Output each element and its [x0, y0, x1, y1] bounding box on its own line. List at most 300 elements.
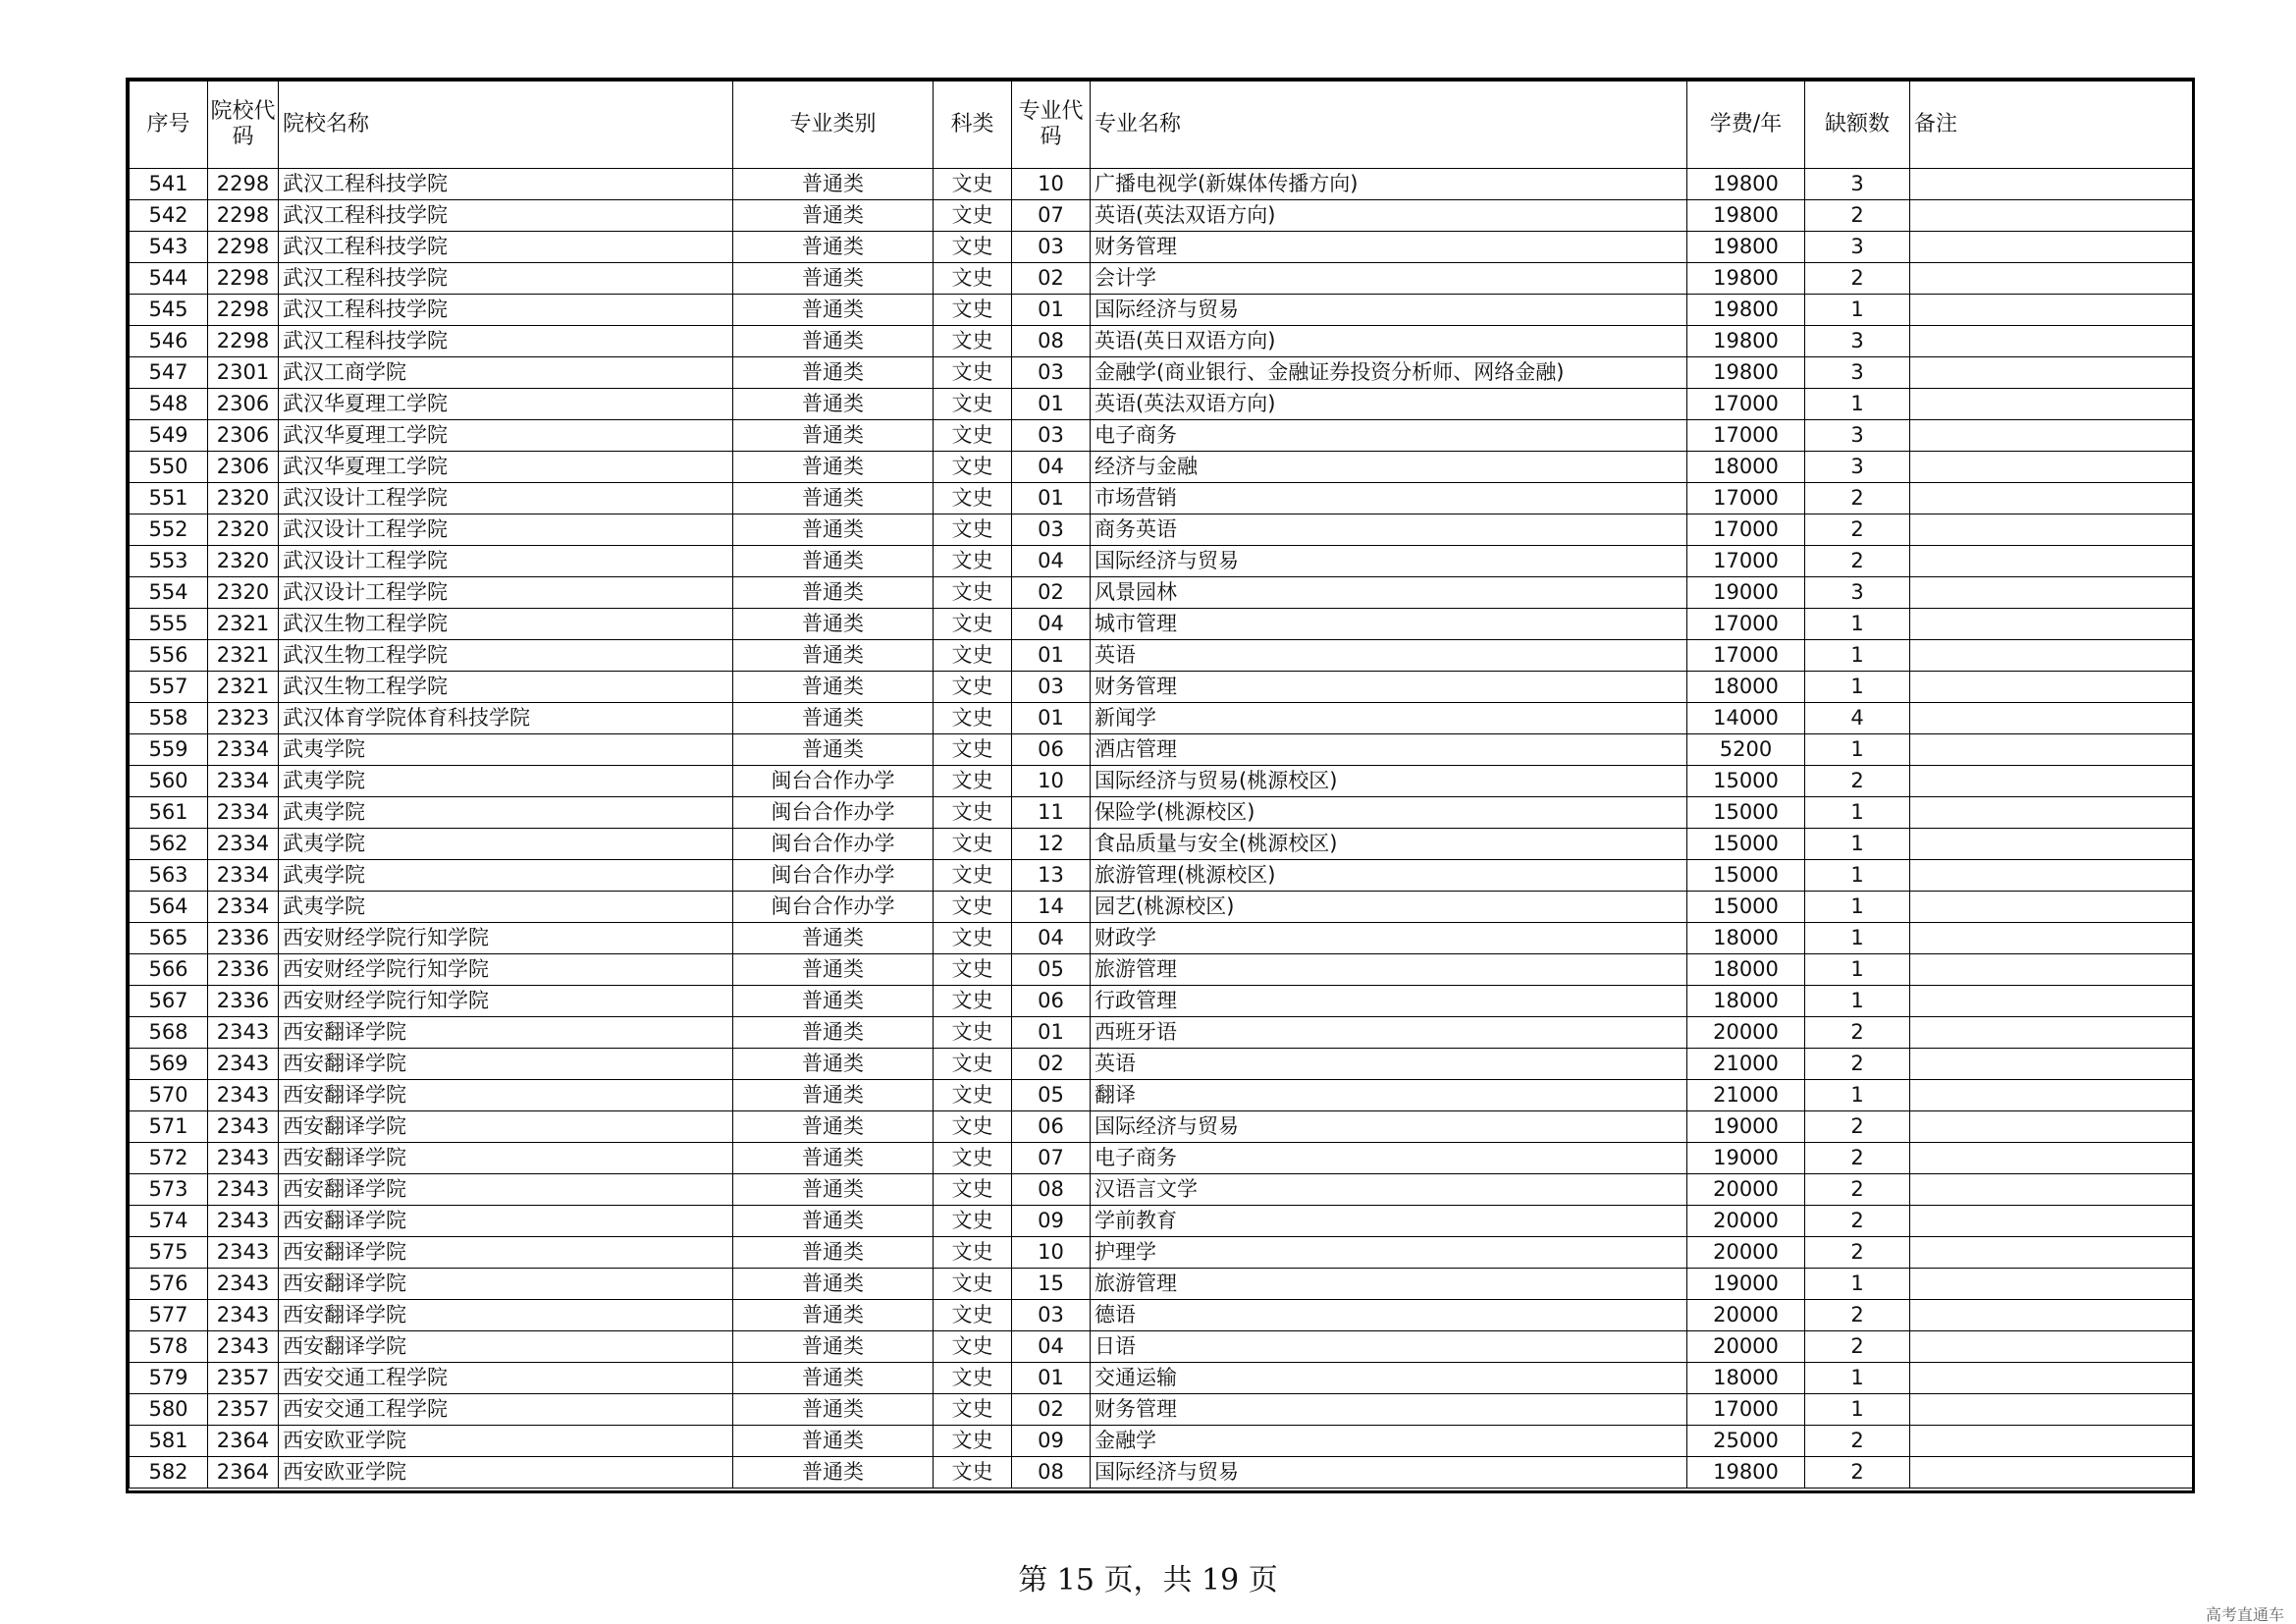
cell-category: 普通类: [733, 200, 934, 232]
cell-major-name: 金融学(商业银行、金融证券投资分析师、网络金融): [1091, 357, 1687, 389]
cell-school-code: 2343: [208, 1237, 279, 1269]
cell-category: 普通类: [733, 1269, 934, 1300]
cell-school-name: 西安财经学院行知学院: [279, 923, 733, 954]
cell-school-code: 2334: [208, 829, 279, 860]
cell-school-code: 2298: [208, 232, 279, 263]
cell-subject: 文史: [934, 483, 1012, 514]
cell-subject: 文史: [934, 514, 1012, 546]
cell-major-code: 15: [1012, 1269, 1091, 1300]
cell-category: 普通类: [733, 1457, 934, 1489]
cell-note: [1910, 1017, 2193, 1049]
cell-fee: 14000: [1687, 703, 1805, 734]
cell-seq: 569: [130, 1049, 208, 1080]
cell-school-code: 2320: [208, 546, 279, 577]
cell-major-name: 英语(英法双语方向): [1091, 200, 1687, 232]
table-row: [130, 295, 2193, 326]
cell-major-name: 英语(英法双语方向): [1091, 389, 1687, 420]
cell-category: 普通类: [733, 1143, 934, 1174]
cell-fee: 19800: [1687, 357, 1805, 389]
cell-category: 闽台合作办学: [733, 892, 934, 923]
table-row: [130, 169, 2193, 200]
cell-category: 普通类: [733, 1174, 934, 1206]
cell-category: 普通类: [733, 1080, 934, 1111]
cell-seq: 578: [130, 1331, 208, 1363]
table-row: [130, 640, 2193, 672]
cell-category: 普通类: [733, 734, 934, 766]
cell-major-code: 07: [1012, 1143, 1091, 1174]
cell-subject: 文史: [934, 169, 1012, 200]
cell-subject: 文史: [934, 1111, 1012, 1143]
table-row: [130, 1174, 2193, 1206]
cell-subject: 文史: [934, 923, 1012, 954]
cell-major-name: 财务管理: [1091, 232, 1687, 263]
cell-major-name: 园艺(桃源校区): [1091, 892, 1687, 923]
cell-category: 普通类: [733, 1049, 934, 1080]
cell-category: 普通类: [733, 1331, 934, 1363]
cell-school-name: 武汉生物工程学院: [279, 640, 733, 672]
cell-note: [1910, 1363, 2193, 1394]
cell-subject: 文史: [934, 1457, 1012, 1489]
cell-major-name: 旅游管理: [1091, 1269, 1687, 1300]
cell-seq: 559: [130, 734, 208, 766]
cell-subject: 文史: [934, 1049, 1012, 1080]
cell-seq: 568: [130, 1017, 208, 1049]
cell-school-name: 武汉华夏理工学院: [279, 389, 733, 420]
cell-category: 普通类: [733, 1206, 934, 1237]
cell-note: [1910, 546, 2193, 577]
cell-fee: 18000: [1687, 923, 1805, 954]
cell-seq: 555: [130, 609, 208, 640]
cell-major-code: 12: [1012, 829, 1091, 860]
cell-seq: 564: [130, 892, 208, 923]
cell-note: [1910, 954, 2193, 986]
table-row: [130, 1394, 2193, 1426]
table-row: [130, 1300, 2193, 1331]
cell-school-name: 武汉工程科技学院: [279, 200, 733, 232]
cell-vacancy: 1: [1805, 734, 1910, 766]
cell-school-code: 2343: [208, 1111, 279, 1143]
cell-school-name: 武汉设计工程学院: [279, 483, 733, 514]
cell-subject: 文史: [934, 200, 1012, 232]
cell-vacancy: 2: [1805, 1426, 1910, 1457]
cell-major-code: 01: [1012, 703, 1091, 734]
cell-major-name: 学前教育: [1091, 1206, 1687, 1237]
cell-note: [1910, 1206, 2193, 1237]
cell-note: [1910, 295, 2193, 326]
cell-seq: 574: [130, 1206, 208, 1237]
cell-major-name: 旅游管理(桃源校区): [1091, 860, 1687, 892]
cell-major-code: 09: [1012, 1206, 1091, 1237]
cell-seq: 571: [130, 1111, 208, 1143]
cell-vacancy: 1: [1805, 986, 1910, 1017]
cell-note: [1910, 609, 2193, 640]
cell-major-name: 商务英语: [1091, 514, 1687, 546]
table-row: [130, 766, 2193, 797]
cell-major-code: 01: [1012, 1017, 1091, 1049]
data-table-frame: [126, 78, 2195, 1493]
cell-major-name: 西班牙语: [1091, 1017, 1687, 1049]
cell-category: 普通类: [733, 1237, 934, 1269]
cell-category: 普通类: [733, 546, 934, 577]
cell-school-code: 2336: [208, 954, 279, 986]
cell-school-code: 2321: [208, 640, 279, 672]
cell-seq: 551: [130, 483, 208, 514]
cell-vacancy: 2: [1805, 1457, 1910, 1489]
table-row: [130, 420, 2193, 452]
cell-subject: 文史: [934, 703, 1012, 734]
cell-subject: 文史: [934, 609, 1012, 640]
cell-seq: 573: [130, 1174, 208, 1206]
cell-major-name: 国际经济与贸易: [1091, 1111, 1687, 1143]
cell-subject: 文史: [934, 766, 1012, 797]
cell-category: 普通类: [733, 1017, 934, 1049]
cell-vacancy: 1: [1805, 923, 1910, 954]
cell-note: [1910, 1111, 2193, 1143]
cell-major-code: 03: [1012, 357, 1091, 389]
cell-subject: 文史: [934, 546, 1012, 577]
cell-fee: 25000: [1687, 1426, 1805, 1457]
cell-major-name: 日语: [1091, 1331, 1687, 1363]
cell-school-code: 2298: [208, 326, 279, 357]
cell-seq: 545: [130, 295, 208, 326]
cell-major-code: 04: [1012, 1331, 1091, 1363]
cell-seq: 577: [130, 1300, 208, 1331]
cell-major-code: 06: [1012, 1111, 1091, 1143]
cell-major-code: 03: [1012, 232, 1091, 263]
table-row: [130, 483, 2193, 514]
cell-subject: 文史: [934, 640, 1012, 672]
cell-fee: 20000: [1687, 1300, 1805, 1331]
cell-major-name: 英语(英日双语方向): [1091, 326, 1687, 357]
cell-category: 普通类: [733, 232, 934, 263]
cell-category: 普通类: [733, 1300, 934, 1331]
table-row: [130, 672, 2193, 703]
cell-vacancy: 4: [1805, 703, 1910, 734]
cell-school-code: 2334: [208, 797, 279, 829]
cell-seq: 572: [130, 1143, 208, 1174]
header-major-code: 专业代码: [1012, 81, 1091, 169]
cell-school-code: 2306: [208, 420, 279, 452]
cell-major-code: 03: [1012, 1300, 1091, 1331]
cell-school-code: 2320: [208, 514, 279, 546]
cell-fee: 17000: [1687, 483, 1805, 514]
cell-seq: 549: [130, 420, 208, 452]
cell-fee: 20000: [1687, 1017, 1805, 1049]
table-row: [130, 546, 2193, 577]
cell-school-code: 2298: [208, 295, 279, 326]
cell-category: 普通类: [733, 703, 934, 734]
cell-major-name: 食品质量与安全(桃源校区): [1091, 829, 1687, 860]
header-seq: 序号: [130, 81, 208, 169]
cell-category: 闽台合作办学: [733, 829, 934, 860]
cell-school-name: 西安翻译学院: [279, 1017, 733, 1049]
cell-major-code: 02: [1012, 577, 1091, 609]
cell-major-name: 城市管理: [1091, 609, 1687, 640]
cell-note: [1910, 1143, 2193, 1174]
cell-note: [1910, 1080, 2193, 1111]
cell-subject: 文史: [934, 860, 1012, 892]
cell-major-name: 翻译: [1091, 1080, 1687, 1111]
table-row: [130, 797, 2193, 829]
cell-school-name: 西安翻译学院: [279, 1269, 733, 1300]
table-row: [130, 829, 2193, 860]
cell-subject: 文史: [934, 263, 1012, 295]
cell-seq: 550: [130, 452, 208, 483]
watermark-text: 高考直通车: [2205, 1605, 2284, 1624]
cell-note: [1910, 263, 2193, 295]
cell-seq: 579: [130, 1363, 208, 1394]
cell-subject: 文史: [934, 1143, 1012, 1174]
table-row: [130, 703, 2193, 734]
cell-school-code: 2343: [208, 1049, 279, 1080]
cell-vacancy: 3: [1805, 326, 1910, 357]
cell-note: [1910, 1269, 2193, 1300]
cell-school-name: 武夷学院: [279, 797, 733, 829]
cell-major-name: 英语: [1091, 1049, 1687, 1080]
cell-seq: 561: [130, 797, 208, 829]
table-row: [130, 1080, 2193, 1111]
cell-major-name: 国际经济与贸易: [1091, 546, 1687, 577]
table-row: [130, 326, 2193, 357]
cell-category: 普通类: [733, 577, 934, 609]
cell-vacancy: 2: [1805, 1206, 1910, 1237]
cell-seq: 567: [130, 986, 208, 1017]
cell-note: [1910, 357, 2193, 389]
cell-seq: 548: [130, 389, 208, 420]
cell-fee: 18000: [1687, 954, 1805, 986]
cell-school-code: 2301: [208, 357, 279, 389]
cell-major-code: 10: [1012, 766, 1091, 797]
cell-note: [1910, 452, 2193, 483]
cell-note: [1910, 703, 2193, 734]
cell-vacancy: 2: [1805, 1049, 1910, 1080]
cell-major-code: 04: [1012, 609, 1091, 640]
cell-note: [1910, 734, 2193, 766]
cell-major-name: 财政学: [1091, 923, 1687, 954]
cell-category: 闽台合作办学: [733, 766, 934, 797]
cell-note: [1910, 766, 2193, 797]
cell-school-code: 2298: [208, 169, 279, 200]
cell-major-code: 01: [1012, 483, 1091, 514]
cell-major-name: 广播电视学(新媒体传播方向): [1091, 169, 1687, 200]
cell-school-name: 武汉华夏理工学院: [279, 420, 733, 452]
cell-category: 普通类: [733, 420, 934, 452]
cell-seq: 544: [130, 263, 208, 295]
cell-vacancy: 1: [1805, 829, 1910, 860]
cell-fee: 17000: [1687, 389, 1805, 420]
cell-note: [1910, 1174, 2193, 1206]
cell-subject: 文史: [934, 672, 1012, 703]
header-note: 备注: [1910, 81, 2193, 169]
cell-vacancy: 1: [1805, 1269, 1910, 1300]
cell-school-name: 武汉设计工程学院: [279, 577, 733, 609]
cell-note: [1910, 577, 2193, 609]
cell-school-code: 2364: [208, 1457, 279, 1489]
cell-major-code: 03: [1012, 514, 1091, 546]
cell-subject: 文史: [934, 1394, 1012, 1426]
cell-major-code: 04: [1012, 546, 1091, 577]
cell-vacancy: 3: [1805, 232, 1910, 263]
cell-category: 普通类: [733, 263, 934, 295]
cell-seq: 542: [130, 200, 208, 232]
cell-fee: 19000: [1687, 577, 1805, 609]
cell-fee: 20000: [1687, 1206, 1805, 1237]
cell-vacancy: 2: [1805, 766, 1910, 797]
cell-note: [1910, 860, 2193, 892]
cell-fee: 21000: [1687, 1080, 1805, 1111]
cell-fee: 15000: [1687, 829, 1805, 860]
cell-seq: 560: [130, 766, 208, 797]
cell-note: [1910, 923, 2193, 954]
cell-subject: 文史: [934, 1300, 1012, 1331]
cell-vacancy: 1: [1805, 797, 1910, 829]
cell-category: 闽台合作办学: [733, 860, 934, 892]
cell-subject: 文史: [934, 1206, 1012, 1237]
cell-school-name: 西安翻译学院: [279, 1080, 733, 1111]
cell-school-code: 2343: [208, 1080, 279, 1111]
cell-seq: 581: [130, 1426, 208, 1457]
header-school-code: 院校代码: [208, 81, 279, 169]
cell-school-name: 武汉工程科技学院: [279, 326, 733, 357]
cell-category: 闽台合作办学: [733, 797, 934, 829]
cell-category: 普通类: [733, 452, 934, 483]
cell-major-code: 06: [1012, 986, 1091, 1017]
cell-school-name: 西安欧亚学院: [279, 1426, 733, 1457]
cell-fee: 19800: [1687, 295, 1805, 326]
cell-subject: 文史: [934, 1331, 1012, 1363]
cell-major-code: 14: [1012, 892, 1091, 923]
cell-major-code: 02: [1012, 1049, 1091, 1080]
cell-fee: 18000: [1687, 986, 1805, 1017]
cell-fee: 21000: [1687, 1049, 1805, 1080]
cell-note: [1910, 1457, 2193, 1489]
cell-subject: 文史: [934, 1080, 1012, 1111]
cell-seq: 553: [130, 546, 208, 577]
cell-fee: 18000: [1687, 1363, 1805, 1394]
table-row: [130, 1426, 2193, 1457]
cell-seq: 556: [130, 640, 208, 672]
cell-major-code: 08: [1012, 1457, 1091, 1489]
cell-school-name: 西安翻译学院: [279, 1111, 733, 1143]
cell-vacancy: 1: [1805, 295, 1910, 326]
page-number: 第 15 页，共 19 页: [1018, 1563, 1278, 1597]
cell-note: [1910, 1049, 2193, 1080]
cell-major-name: 电子商务: [1091, 1143, 1687, 1174]
cell-school-name: 武汉设计工程学院: [279, 514, 733, 546]
cell-category: 普通类: [733, 609, 934, 640]
cell-subject: 文史: [934, 954, 1012, 986]
cell-school-name: 西安翻译学院: [279, 1049, 733, 1080]
cell-school-name: 武汉华夏理工学院: [279, 452, 733, 483]
cell-major-name: 国际经济与贸易: [1091, 1457, 1687, 1489]
cell-school-code: 2320: [208, 483, 279, 514]
table-row: [130, 577, 2193, 609]
cell-school-code: 2343: [208, 1143, 279, 1174]
cell-fee: 15000: [1687, 892, 1805, 923]
cell-major-name: 汉语言文学: [1091, 1174, 1687, 1206]
cell-note: [1910, 232, 2193, 263]
cell-subject: 文史: [934, 1426, 1012, 1457]
cell-note: [1910, 483, 2193, 514]
cell-school-code: 2364: [208, 1426, 279, 1457]
cell-fee: 17000: [1687, 420, 1805, 452]
cell-school-name: 西安欧亚学院: [279, 1457, 733, 1489]
cell-major-code: 08: [1012, 326, 1091, 357]
cell-note: [1910, 326, 2193, 357]
cell-seq: 566: [130, 954, 208, 986]
cell-fee: 19800: [1687, 1457, 1805, 1489]
cell-category: 普通类: [733, 1111, 934, 1143]
cell-major-name: 旅游管理: [1091, 954, 1687, 986]
cell-school-name: 武汉设计工程学院: [279, 546, 733, 577]
cell-major-code: 10: [1012, 1237, 1091, 1269]
cell-note: [1910, 1237, 2193, 1269]
cell-vacancy: 2: [1805, 1300, 1910, 1331]
cell-subject: 文史: [934, 326, 1012, 357]
cell-seq: 570: [130, 1080, 208, 1111]
cell-seq: 565: [130, 923, 208, 954]
table-row: [130, 860, 2193, 892]
cell-subject: 文史: [934, 1017, 1012, 1049]
cell-note: [1910, 420, 2193, 452]
cell-vacancy: 2: [1805, 514, 1910, 546]
cell-subject: 文史: [934, 232, 1012, 263]
cell-major-name: 保险学(桃源校区): [1091, 797, 1687, 829]
cell-fee: 5200: [1687, 734, 1805, 766]
cell-vacancy: 3: [1805, 169, 1910, 200]
cell-vacancy: 2: [1805, 200, 1910, 232]
cell-note: [1910, 672, 2193, 703]
cell-school-code: 2306: [208, 389, 279, 420]
cell-note: [1910, 389, 2193, 420]
cell-school-name: 武汉工程科技学院: [279, 169, 733, 200]
cell-note: [1910, 986, 2193, 1017]
header-category: 专业类别: [733, 81, 934, 169]
cell-school-name: 西安翻译学院: [279, 1300, 733, 1331]
table-row: [130, 1206, 2193, 1237]
cell-major-name: 护理学: [1091, 1237, 1687, 1269]
cell-subject: 文史: [934, 452, 1012, 483]
cell-category: 普通类: [733, 923, 934, 954]
cell-vacancy: 1: [1805, 1363, 1910, 1394]
table-row: [130, 1237, 2193, 1269]
cell-fee: 19000: [1687, 1143, 1805, 1174]
cell-subject: 文史: [934, 577, 1012, 609]
cell-vacancy: 2: [1805, 546, 1910, 577]
vacancy-table: [129, 81, 2193, 1489]
cell-vacancy: 2: [1805, 483, 1910, 514]
header-school-name: 院校名称: [279, 81, 733, 169]
cell-fee: 18000: [1687, 672, 1805, 703]
cell-note: [1910, 797, 2193, 829]
cell-major-name: 风景园林: [1091, 577, 1687, 609]
cell-major-name: 电子商务: [1091, 420, 1687, 452]
cell-school-name: 西安交通工程学院: [279, 1394, 733, 1426]
cell-subject: 文史: [934, 1174, 1012, 1206]
cell-vacancy: 1: [1805, 609, 1910, 640]
cell-vacancy: 3: [1805, 452, 1910, 483]
cell-vacancy: 2: [1805, 1017, 1910, 1049]
cell-school-code: 2298: [208, 263, 279, 295]
cell-school-name: 武汉工程科技学院: [279, 295, 733, 326]
cell-school-name: 西安财经学院行知学院: [279, 986, 733, 1017]
cell-major-code: 07: [1012, 200, 1091, 232]
cell-vacancy: 2: [1805, 263, 1910, 295]
cell-school-name: 西安交通工程学院: [279, 1363, 733, 1394]
cell-category: 普通类: [733, 357, 934, 389]
cell-vacancy: 1: [1805, 860, 1910, 892]
cell-major-code: 01: [1012, 295, 1091, 326]
